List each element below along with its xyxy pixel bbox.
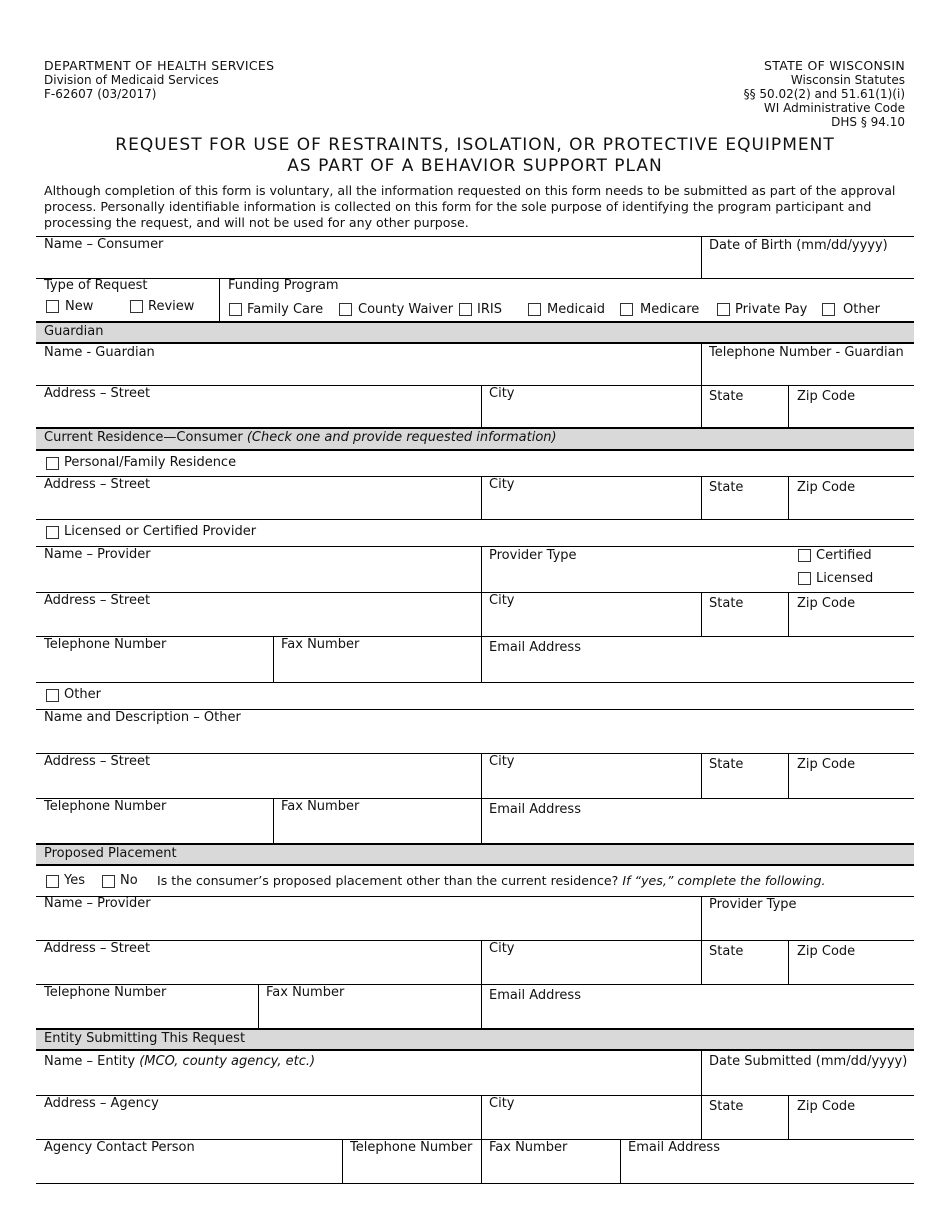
review-label: Review: [148, 299, 195, 314]
personal-state-field[interactable]: State: [709, 480, 744, 495]
divider: [788, 385, 789, 428]
divider: [701, 940, 702, 984]
entity-section-header: Entity Submitting This Request: [36, 1028, 914, 1051]
divider: [273, 636, 274, 682]
funding-iris-checkbox[interactable]: [459, 303, 472, 316]
divider: [481, 476, 482, 519]
divider: [36, 682, 914, 683]
other-fax-field[interactable]: Fax Number: [281, 799, 360, 814]
placement-state-field[interactable]: State: [709, 944, 744, 959]
agency-zip-field[interactable]: Zip Code: [797, 1099, 856, 1114]
divider: [36, 753, 914, 754]
funding-private-pay-checkbox[interactable]: [717, 303, 730, 316]
other-zip-field[interactable]: Zip Code: [797, 757, 856, 772]
divider: [701, 385, 702, 428]
other-residence-label: Other: [64, 687, 101, 702]
placement-email-field[interactable]: Email Address: [489, 988, 581, 1003]
consumer-name-field[interactable]: Name – Consumer: [44, 237, 164, 252]
guardian-zip-field[interactable]: Zip Code: [797, 389, 856, 404]
guardian-state-field[interactable]: State: [709, 389, 744, 404]
funding-other-checkbox[interactable]: [822, 303, 835, 316]
divider: [36, 984, 914, 985]
provider-fax-field[interactable]: Fax Number: [281, 637, 360, 652]
divider: [36, 636, 914, 637]
state-name: STATE OF WISCONSIN: [764, 58, 905, 73]
agency-contact-field[interactable]: Agency Contact Person: [44, 1140, 195, 1155]
divider: [481, 1095, 482, 1139]
divider: [36, 385, 914, 386]
funding-medicare-label: Medicare: [640, 302, 700, 317]
divider: [273, 798, 274, 844]
entity-name-label: Name – Entity: [44, 1054, 136, 1069]
residence-section-header: [36, 427, 914, 451]
divider: [788, 476, 789, 519]
divider: [481, 940, 482, 984]
divider: [481, 1139, 482, 1183]
date-submitted-field[interactable]: Date Submitted (mm/dd/yyyy): [709, 1054, 908, 1069]
personal-residence-checkbox[interactable]: [46, 457, 59, 470]
guardian-name-field[interactable]: Name - Guardian: [44, 345, 155, 360]
placement-question-text: Is the consumer’s proposed placement other than the current residence?: [157, 873, 619, 888]
placement-provider-name-field[interactable]: Name – Provider: [44, 896, 151, 911]
dhs-ref: DHS § 94.10: [831, 115, 905, 129]
review-checkbox[interactable]: [130, 300, 143, 313]
funding-iris-label: IRIS: [477, 302, 502, 317]
dob-field[interactable]: Date of Birth (mm/dd/yyyy): [709, 238, 888, 253]
divider: [701, 343, 702, 385]
other-name-description-field[interactable]: Name and Description – Other: [44, 710, 241, 725]
licensed-provider-checkbox[interactable]: [46, 526, 59, 539]
other-city-field[interactable]: City: [489, 754, 515, 769]
placement-question: [157, 873, 825, 888]
provider-type-field[interactable]: Provider Type: [489, 548, 577, 563]
placement-no-checkbox[interactable]: [102, 875, 115, 888]
funding-family-care-label: Family Care: [247, 302, 324, 317]
certified-checkbox[interactable]: [798, 549, 811, 562]
provider-city-field[interactable]: City: [489, 593, 515, 608]
divider: [701, 1050, 702, 1095]
divider: [788, 753, 789, 798]
funding-family-care-checkbox[interactable]: [229, 303, 242, 316]
guardian-phone-field[interactable]: Telephone Number - Guardian: [709, 345, 904, 360]
placement-question-note: If “yes,” complete the following.: [622, 873, 826, 888]
personal-zip-field[interactable]: Zip Code: [797, 480, 856, 495]
divider: [36, 546, 914, 547]
funding-county-waiver-checkbox[interactable]: [339, 303, 352, 316]
placement-city-field[interactable]: City: [489, 941, 515, 956]
personal-address-field[interactable]: Address – Street: [44, 477, 151, 492]
licensed-provider-label: Licensed or Certified Provider: [64, 524, 257, 539]
divider: [481, 385, 482, 428]
funding-medicaid-label: Medicaid: [547, 302, 606, 317]
divider: [788, 940, 789, 984]
guardian-address-field[interactable]: Address – Street: [44, 386, 151, 401]
placement-section-header: Proposed Placement: [36, 843, 914, 866]
placement-address-field[interactable]: Address – Street: [44, 941, 151, 956]
provider-email-field[interactable]: Email Address: [489, 640, 581, 655]
funding-program-label: Funding Program: [228, 278, 339, 293]
divider: [701, 1095, 702, 1139]
agency-fax-field[interactable]: Fax Number: [489, 1140, 568, 1155]
divider: [481, 636, 482, 682]
divider: [219, 278, 220, 321]
agency-email-field[interactable]: Email Address: [628, 1140, 720, 1155]
agency-address-field[interactable]: Address – Agency: [44, 1096, 159, 1111]
statutes-label: Wisconsin Statutes: [790, 73, 905, 87]
funding-county-waiver-label: County Waiver: [358, 302, 454, 317]
other-residence-checkbox[interactable]: [46, 689, 59, 702]
state-header: [744, 59, 905, 129]
divider: [36, 476, 914, 477]
divider: [36, 940, 914, 941]
funding-private-pay-label: Private Pay: [735, 302, 808, 317]
division-name: Division of Medicaid Services: [44, 73, 219, 87]
agency-header: [44, 59, 274, 101]
divider: [36, 1095, 914, 1096]
guardian-section-header: Guardian: [36, 321, 914, 344]
placement-yes-label: Yes: [64, 873, 85, 888]
new-checkbox[interactable]: [46, 300, 59, 313]
provider-phone-field[interactable]: Telephone Number: [44, 637, 167, 652]
provider-name-field[interactable]: Name – Provider: [44, 547, 151, 562]
personal-residence-label: Personal/Family Residence: [64, 455, 237, 470]
divider: [701, 236, 702, 278]
placement-fax-field[interactable]: Fax Number: [266, 985, 345, 1000]
residence-section-note: (Check one and provide requested information): [246, 430, 557, 445]
divider: [481, 753, 482, 798]
divider: [36, 592, 914, 593]
form-title-line1: REQUEST FOR USE OF RESTRAINTS, ISOLATION, OR PROTECTIVE EQUIPMENT: [115, 135, 835, 155]
divider: [36, 798, 914, 799]
divider: [481, 592, 482, 636]
certified-label: Certified: [816, 548, 872, 563]
form-number: F-62607 (03/2017): [44, 87, 157, 101]
divider: [701, 592, 702, 636]
divider: [788, 1095, 789, 1139]
placement-zip-field[interactable]: Zip Code: [797, 944, 856, 959]
guardian-city-field[interactable]: City: [489, 386, 515, 401]
divider: [36, 519, 914, 520]
placement-provider-type-field[interactable]: Provider Type: [709, 897, 797, 912]
agency-phone-field[interactable]: Telephone Number: [350, 1140, 473, 1155]
new-label: New: [65, 299, 94, 314]
type-of-request-label: Type of Request: [44, 278, 148, 293]
divider: [36, 278, 914, 279]
intro-text: Although completion of this form is voluntary, all the information requested on this form needs to be submitted as part of the approval process. Personally identifiable information is collected on this form for the sole purpose of identifying the program participant and processing the request, and will not be used for any other purpose.: [44, 183, 896, 230]
funding-medicaid-checkbox[interactable]: [528, 303, 541, 316]
other-state-field[interactable]: State: [709, 757, 744, 772]
dept-name: DEPARTMENT OF HEALTH SERVICES: [44, 58, 275, 73]
divider: [701, 476, 702, 519]
licensed-checkbox[interactable]: [798, 572, 811, 585]
placement-no-label: No: [120, 873, 138, 888]
admin-code-label: WI Administrative Code: [763, 101, 905, 115]
divider: [481, 546, 482, 592]
other-address-field[interactable]: Address – Street: [44, 754, 151, 769]
provider-zip-field[interactable]: Zip Code: [797, 596, 856, 611]
form-title: [0, 135, 950, 177]
funding-other-label: Other: [843, 302, 880, 317]
licensed-label: Licensed: [816, 571, 874, 586]
other-phone-field[interactable]: Telephone Number: [44, 799, 167, 814]
divider: [701, 753, 702, 798]
divider: [342, 1139, 343, 1183]
placement-phone-field[interactable]: Telephone Number: [44, 985, 167, 1000]
entity-name-field[interactable]: [44, 1054, 315, 1069]
divider: [620, 1139, 621, 1183]
placement-yes-checkbox[interactable]: [46, 875, 59, 888]
personal-city-field[interactable]: City: [489, 477, 515, 492]
divider: [788, 592, 789, 636]
funding-medicare-checkbox[interactable]: [620, 303, 633, 316]
other-email-field[interactable]: Email Address: [489, 802, 581, 817]
provider-address-field[interactable]: Address – Street: [44, 593, 151, 608]
divider: [258, 984, 259, 1028]
residence-section-title: Current Residence—Consumer: [44, 430, 243, 445]
divider: [481, 798, 482, 844]
divider: [36, 1183, 914, 1184]
divider: [481, 984, 482, 1028]
agency-state-field[interactable]: State: [709, 1099, 744, 1114]
agency-city-field[interactable]: City: [489, 1096, 515, 1111]
form-title-line2: AS PART OF A BEHAVIOR SUPPORT PLAN: [287, 156, 663, 176]
statute-refs: §§ 50.02(2) and 51.61(1)(i): [743, 87, 905, 101]
divider: [701, 896, 702, 940]
provider-state-field[interactable]: State: [709, 596, 744, 611]
divider: [36, 236, 914, 237]
entity-name-note: (MCO, county agency, etc.): [139, 1054, 316, 1069]
